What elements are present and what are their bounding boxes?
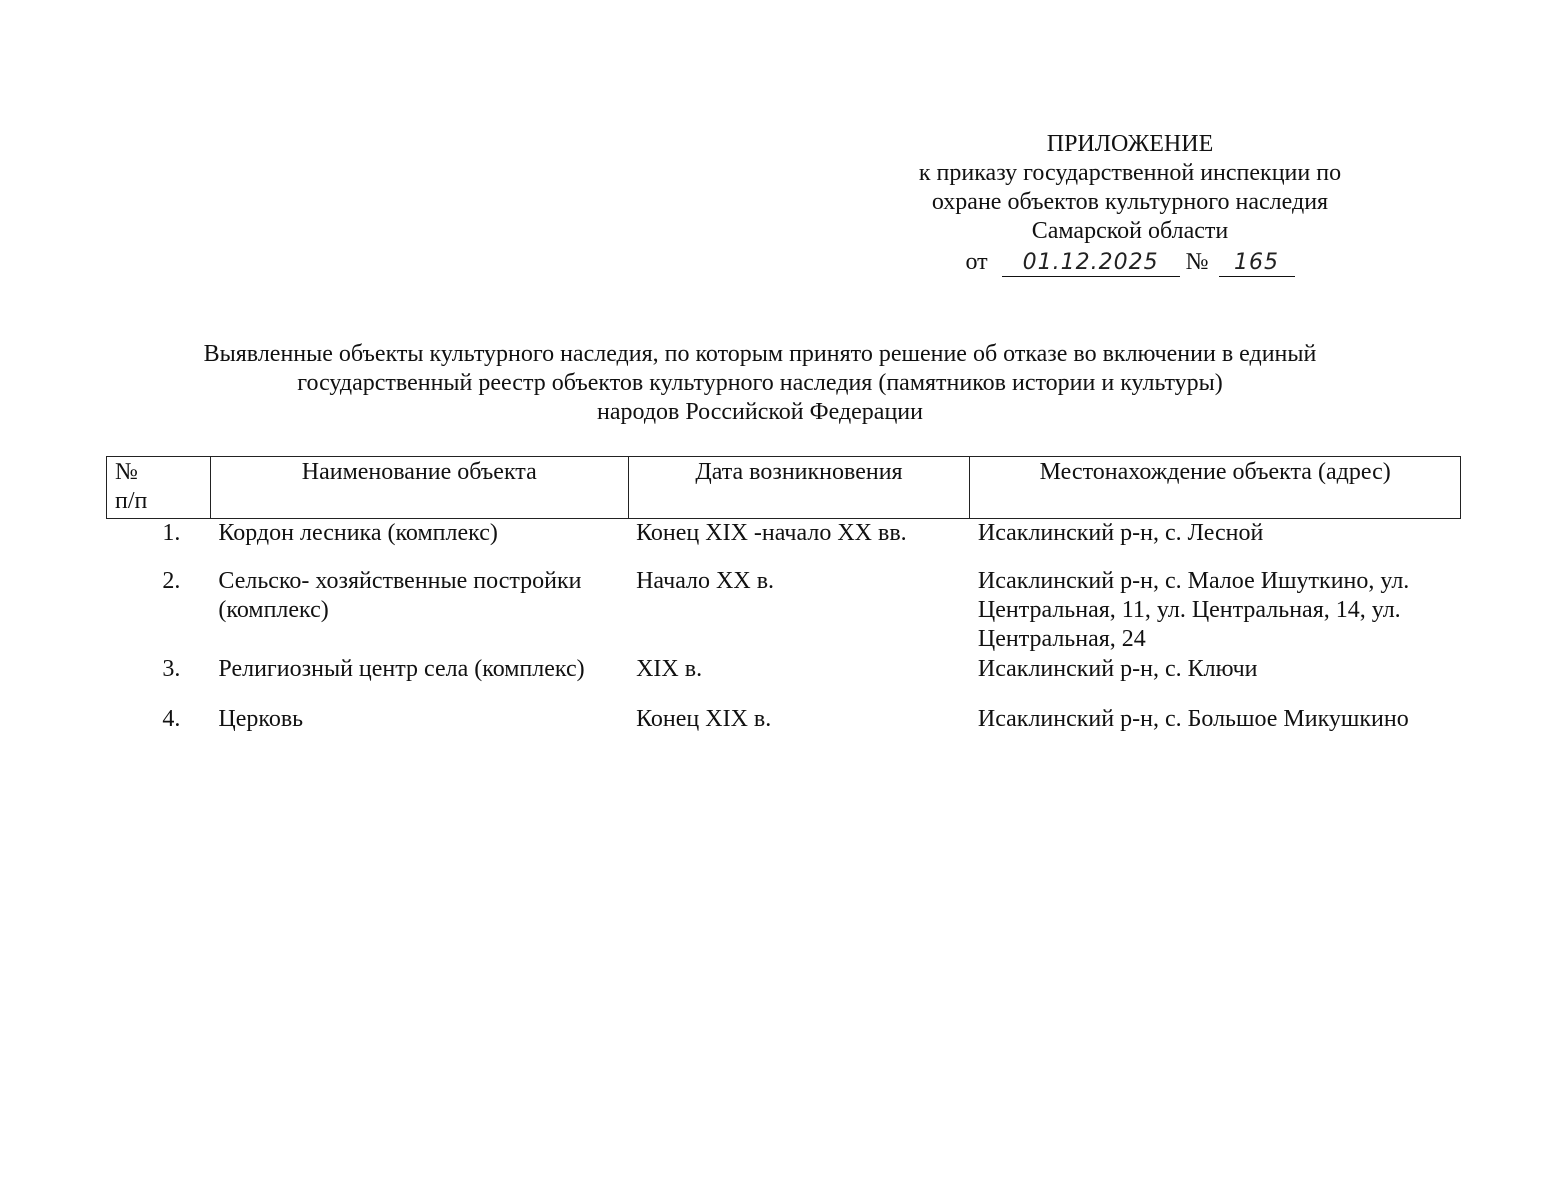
header-date: Дата возникновения <box>628 457 970 519</box>
appendix-line-1: к приказу государственной инспекции по <box>918 160 1342 186</box>
header-address: Местонахождение объекта (адрес) <box>970 457 1461 519</box>
row-date: Начало XX в. <box>636 568 775 594</box>
appendix-line-2: охране объектов культурного наследия <box>931 189 1329 215</box>
row-address: Исаклинский р-н, с. Малое Ишуткино, ул. Центральная, 11, ул. Центральная, 14, ул. Центральная, 24 <box>977 568 1410 652</box>
order-reference <box>965 248 1294 277</box>
header-num <box>107 457 211 519</box>
header-name: Наименование объекта <box>210 457 628 519</box>
order-date-handwritten: 01.12.2025 <box>1002 250 1180 277</box>
heading-line-1: Выявленные объекты культурного наследия, по которым принято решение об отказе во включении в единый <box>203 341 1317 367</box>
row-number: 4. <box>162 706 181 732</box>
row-object-name: Кордон лесника (комплекс) <box>218 520 498 546</box>
heritage-objects-table <box>106 456 1461 745</box>
header-num-symbol: № <box>115 459 138 485</box>
row-number: 2. <box>162 568 181 594</box>
row-date: Конец XIX в. <box>636 706 772 732</box>
table-row <box>107 567 1461 655</box>
document-heading <box>100 340 1420 427</box>
row-date: Конец XIX -начало XX вв. <box>636 520 907 546</box>
table-row <box>107 519 1461 568</box>
row-number: 1. <box>162 520 181 546</box>
appendix-title: ПРИЛОЖЕНИЕ <box>1046 131 1214 157</box>
row-address: Исаклинский р-н, с. Большое Микушкино <box>977 706 1409 732</box>
appendix-line-3: Самарской области <box>1031 218 1229 244</box>
order-from-label: от <box>965 249 988 275</box>
header-num-pp: п/п <box>115 488 148 514</box>
row-object-name: Религиозный центр села (комплекс) <box>218 656 585 682</box>
table-row <box>107 705 1461 745</box>
row-address: Исаклинский р-н, с. Лесной <box>977 520 1264 546</box>
appendix-block <box>880 130 1380 277</box>
row-object-name: Сельско- хозяйственные постройки (комплекс) <box>218 568 582 623</box>
row-address: Исаклинский р-н, с. Ключи <box>977 656 1258 682</box>
heading-line-3: народов Российской Федерации <box>597 399 923 425</box>
order-number-label: № <box>1185 249 1209 275</box>
heading-line-2: государственный реестр объектов культурного наследия (памятников истории и культуры) <box>297 370 1223 396</box>
order-number-handwritten: 165 <box>1219 250 1295 277</box>
row-date: XIX в. <box>636 656 703 682</box>
row-number: 3. <box>162 656 181 682</box>
row-object-name: Церковь <box>218 706 304 732</box>
table-row <box>107 655 1461 705</box>
table-header-row <box>107 457 1461 519</box>
